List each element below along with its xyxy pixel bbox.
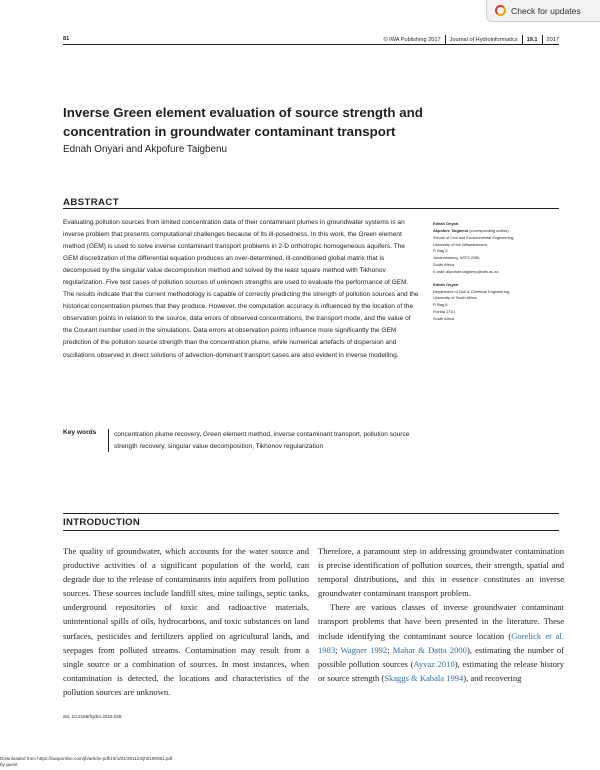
paragraph [318, 600, 564, 685]
citation-link[interactable]: Wagner 1992 [340, 644, 388, 655]
affiliation-author-name: Akpofure Taigbenu [433, 227, 469, 233]
affiliation-line: University of South Africa, [433, 295, 478, 301]
check-for-updates-button[interactable] [486, 0, 600, 22]
paragraph: The quality of groundwater, which accounts for the water source and productive activities of a significant population of the world, can degrade due to the release of contaminants into aquifers from pollution sources. These sources include landfill sites, mine tailings, septic tanks, underground repositories of toxic and radioactive materials, unintentional spills of oils, hydrocarbons, and toxic substances on land surfaces, pesticides and fertilizers applied on agricultural lands, and seepages from polluted streams. Contamination may result from a single source or a combination of sources. In most instances, when contamination is detected, the locations and characteristics of the pollution sources are unknown. [63, 546, 309, 697]
abstract-heading: ABSTRACT [63, 197, 119, 208]
copyright: © IWA Publishing 2017 [383, 36, 441, 43]
text-run: There are various classes of inverse groundwater contaminant transport problems that have been presented in the literature. These include identifying the contaminant source location ( [318, 602, 564, 641]
affiliation-block-1 [433, 221, 563, 276]
affiliation-line: P. Bag 6, [433, 302, 449, 308]
running-header [383, 35, 559, 44]
affiliation-line: University of the Witwatersrand, [433, 241, 488, 247]
header-separator [522, 35, 523, 44]
affiliation-line: P. Bag 3, [433, 248, 449, 254]
affiliation-line: School of Civil and Environmental Engineering, [433, 234, 515, 240]
corresponding-author-note: (corresponding author) [468, 227, 509, 233]
header-separator [542, 35, 543, 44]
introduction-rule-bottom [63, 530, 559, 531]
text-run: ; [387, 644, 393, 655]
author-email: E-mail: akpofure.taigbenu@wits.ac.za [433, 268, 499, 274]
affiliation-line: Johannesburg, WITS 2050, [433, 255, 481, 261]
affiliation-line: South Africa [433, 315, 454, 321]
paragraph: Therefore, a paramount step in addressing groundwater contamination is precise identification of pollution sources, their strength, spatial and temporal distributions, and this in essence constitutes an inverse groundwater contaminant transport problem. [318, 546, 564, 599]
abstract-rule [63, 208, 559, 209]
body-column-right [318, 544, 564, 685]
text-run: ; [335, 644, 341, 655]
citation-link[interactable]: Mahar & Datta 2000 [392, 644, 467, 655]
body-column-left [63, 544, 309, 699]
introduction-rule-top [63, 513, 559, 514]
year: 2017 [546, 36, 559, 43]
introduction-heading: INTRODUCTION [63, 517, 141, 528]
text-run: ), estimating the release history or source strength ( [318, 658, 564, 683]
text-run: ), and recovering [463, 672, 522, 683]
affiliation-line: Florida 1710, [433, 309, 456, 315]
volume: 19.1 [526, 36, 538, 43]
affiliation-line: South Africa [433, 262, 454, 268]
download-line: by guest [0, 762, 18, 767]
keywords-text: concentration plume recovery, Green element method, inverse contaminant transport, pollution source strength recovery, singular value decomposition, Tikhonov regularization [108, 429, 414, 452]
crossmark-icon [495, 5, 506, 16]
author-affiliations [433, 221, 563, 329]
affiliation-line: Department of Civil & Chemical Engineering, [433, 288, 510, 294]
journal-name: Journal of Hydroinformatics [449, 36, 518, 43]
doi: doi: 10.2166/hydro.2016.028 [63, 714, 122, 719]
download-line: Downloaded from https://iwaponline.com/jh/article-pdf/19/1/81/391123/jh0190081.pdf [0, 756, 173, 761]
keywords-label: Key words [63, 429, 97, 436]
check-for-updates-label: Check for updates [511, 5, 581, 16]
citation-link[interactable]: Skaggs & Kabala 1994 [384, 672, 464, 683]
citation-link[interactable]: Gorelick et al. 1983 [318, 630, 564, 655]
citation-link[interactable]: Ayvaz 2010 [413, 658, 455, 669]
text-run: ), estimating the number of possible pollution sources ( [318, 644, 565, 669]
affiliation-block-2 [433, 282, 563, 323]
affiliation-author-name: Ednah Onyari [433, 281, 459, 287]
article-title: Inverse Green element evaluation of source strength and concentration in groundwater contaminant transport [63, 105, 423, 139]
article-authors: Ednah Onyari and Akpofure Taigbenu [63, 144, 227, 155]
abstract-text: Evaluating pollution sources from limited concentration data of their contaminant plumes in groundwater systems is an inverse problem that presents computational challenges because of its ill-posedness. In this work, the Green element method (GEM) is used to solve inverse contaminant transport problems in 2-D orthotropic homogeneous aquifers. The GEM discretization of the differential equation produces an over-determined, ill-conditioned global matrix that is decomposed by the singular value decomposition method and solved by the least square method with Tikhonov regularization. Five test cases of pollution sources of unknown strengths are used to evaluate the performance of GEM. The results indicate that the current methodology is capable of correctly predicting the strength of pollution sources and the historical concentration plumes that they produce. However, the computation accuracy is influenced by the location of the observation points in relation to the source, data errors of observed concentrations, the transport mode, and the value of the Courant number used in the simulations. Data errors at observation points influence more significantly the GEM prediction of the pollution source strength than the concentration plume, while numerical artefacts of dispersion and oscillations observed in direct solutions of advection-dominant transport cases are also evident in inverse modelling. [63, 219, 419, 359]
header-rule [63, 44, 559, 45]
header-separator [445, 35, 446, 44]
download-notice [0, 756, 172, 768]
page-number: 81 [63, 36, 70, 42]
affiliation-author-name: Ednah Onyari [433, 221, 459, 226]
